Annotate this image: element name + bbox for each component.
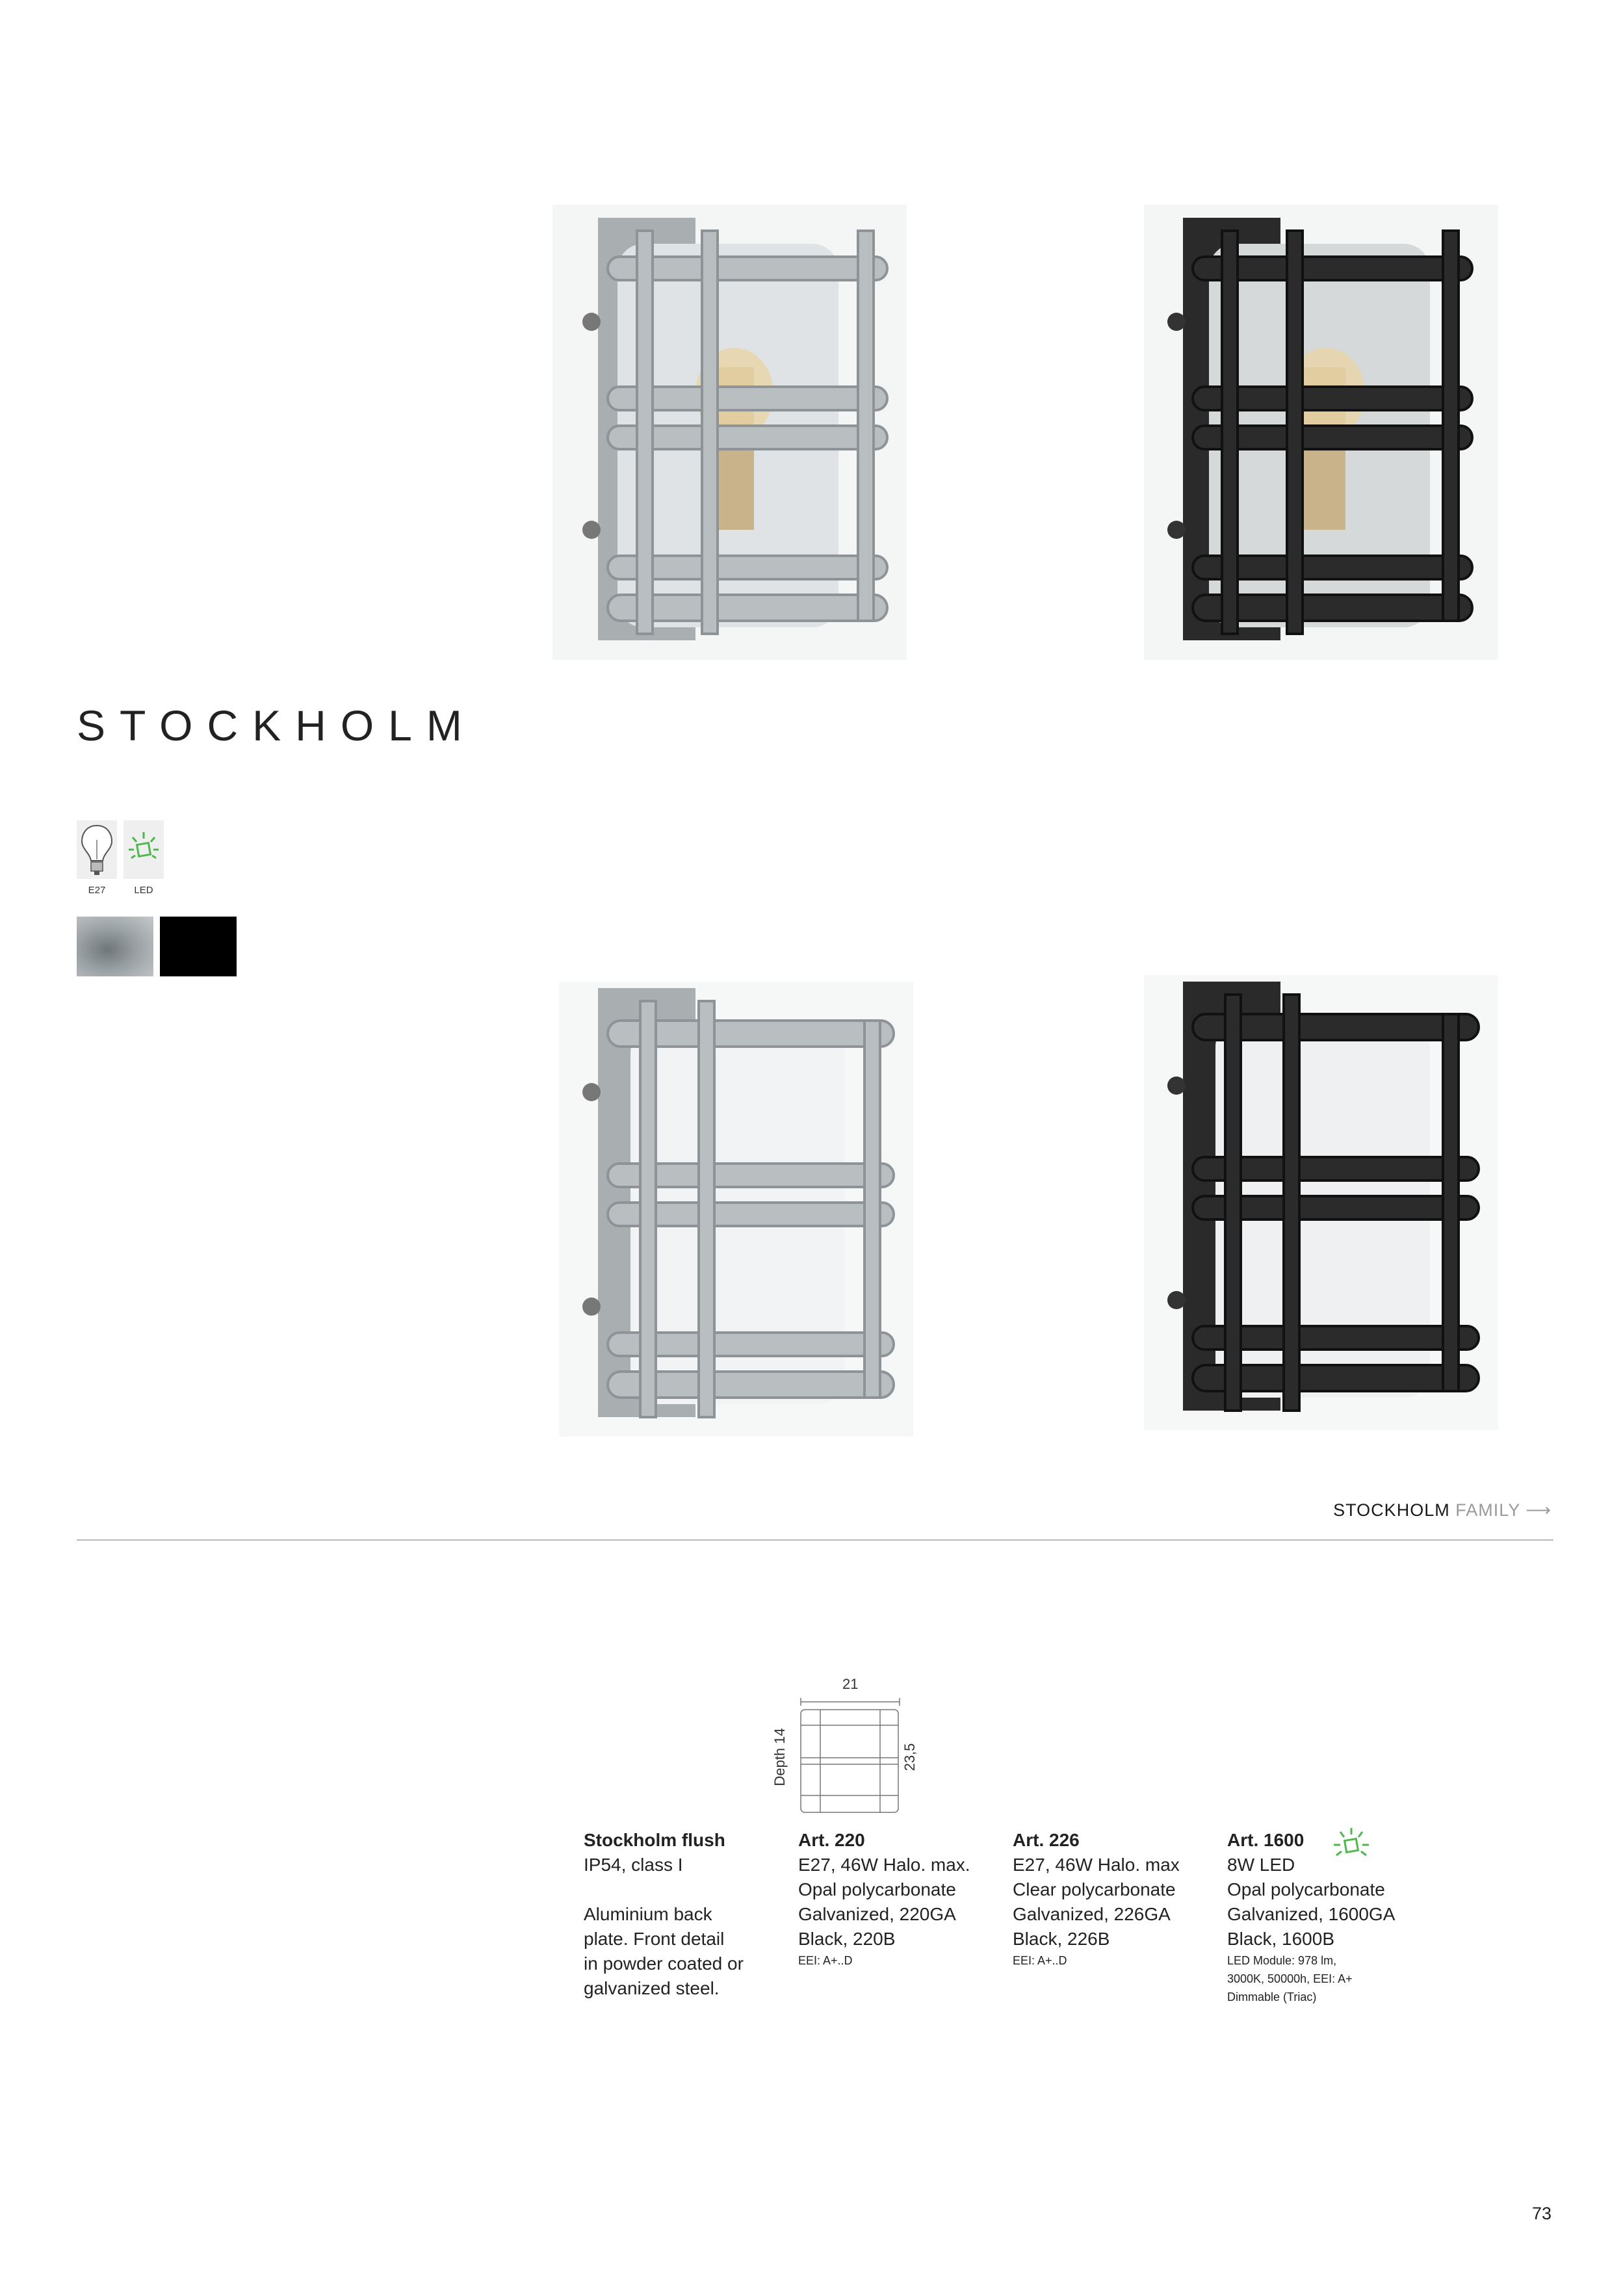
page-number: 73: [1531, 2204, 1552, 2223]
page-title: STOCKHOLM: [77, 701, 476, 750]
product-image-black-opal: [1144, 975, 1498, 1430]
product-name: Stockholm flush: [584, 1830, 725, 1850]
article-line: Galvanized, 1600GA: [1227, 1904, 1396, 1924]
article-line: Black, 220B: [798, 1929, 896, 1949]
product-description-line: galvanized steel.: [584, 1978, 720, 1998]
spec-column-art-226: [1013, 1828, 1221, 1970]
article-small-line: 3000K, 50000h, EEI: A+: [1227, 1972, 1353, 1985]
article-title: Art. 1600: [1227, 1830, 1305, 1850]
product-description-line: plate. Front detail: [584, 1929, 725, 1949]
product-image-black-clear: [1144, 205, 1498, 660]
product-description-line: Aluminium back: [584, 1904, 712, 1924]
divider: [77, 1539, 1553, 1541]
dimension-width: 21: [842, 1676, 859, 1692]
family-link[interactable]: [1333, 1500, 1552, 1520]
article-line: E27, 46W Halo. max: [1013, 1855, 1180, 1875]
product-image-galvanized-clear: [552, 205, 907, 660]
product-description-line: in powder coated or: [584, 1953, 744, 1974]
product-rating: IP54, class I: [584, 1855, 683, 1875]
bulb-icon-label: E27: [88, 885, 106, 896]
led-icon: [123, 820, 164, 879]
finish-swatch-black: [160, 917, 237, 976]
dimension-drawing: [798, 1698, 902, 1815]
article-line: Black, 1600B: [1227, 1929, 1334, 1949]
article-line: Galvanized, 226GA: [1013, 1904, 1171, 1924]
family-link-muted: FAMILY: [1455, 1500, 1520, 1520]
article-small-line: Dimmable (Triac): [1227, 1990, 1317, 2003]
dimension-height: 23,5: [902, 1743, 918, 1771]
led-icon-label: LED: [134, 885, 153, 896]
led-icon: [1325, 1825, 1378, 1864]
article-line: 8W LED: [1227, 1855, 1295, 1875]
finish-swatch-galvanized: [77, 917, 153, 976]
article-line: Opal polycarbonate: [1227, 1879, 1385, 1899]
article-title: Art. 226: [1013, 1830, 1080, 1850]
article-small-line: EEI: A+..D: [798, 1954, 853, 1967]
article-small-line: LED Module: 978 lm,: [1227, 1954, 1337, 1967]
spec-column-product: [584, 1828, 792, 2001]
family-link-strong: STOCKHOLM: [1333, 1500, 1450, 1520]
bulb-icon: [77, 820, 117, 879]
article-small-line: EEI: A+..D: [1013, 1954, 1067, 1967]
product-image-galvanized-opal: [559, 982, 913, 1437]
article-line: Clear polycarbonate: [1013, 1879, 1176, 1899]
spec-column-art-220: [798, 1828, 1006, 1970]
dimension-depth: Depth 14: [772, 1728, 788, 1786]
article-line: Opal polycarbonate: [798, 1879, 956, 1899]
article-line: Black, 226B: [1013, 1929, 1110, 1949]
arrow-right-icon: ⟶: [1526, 1500, 1552, 1520]
article-line: E27, 46W Halo. max.: [798, 1855, 970, 1875]
article-title: Art. 220: [798, 1830, 865, 1850]
article-line: Galvanized, 220GA: [798, 1904, 956, 1924]
